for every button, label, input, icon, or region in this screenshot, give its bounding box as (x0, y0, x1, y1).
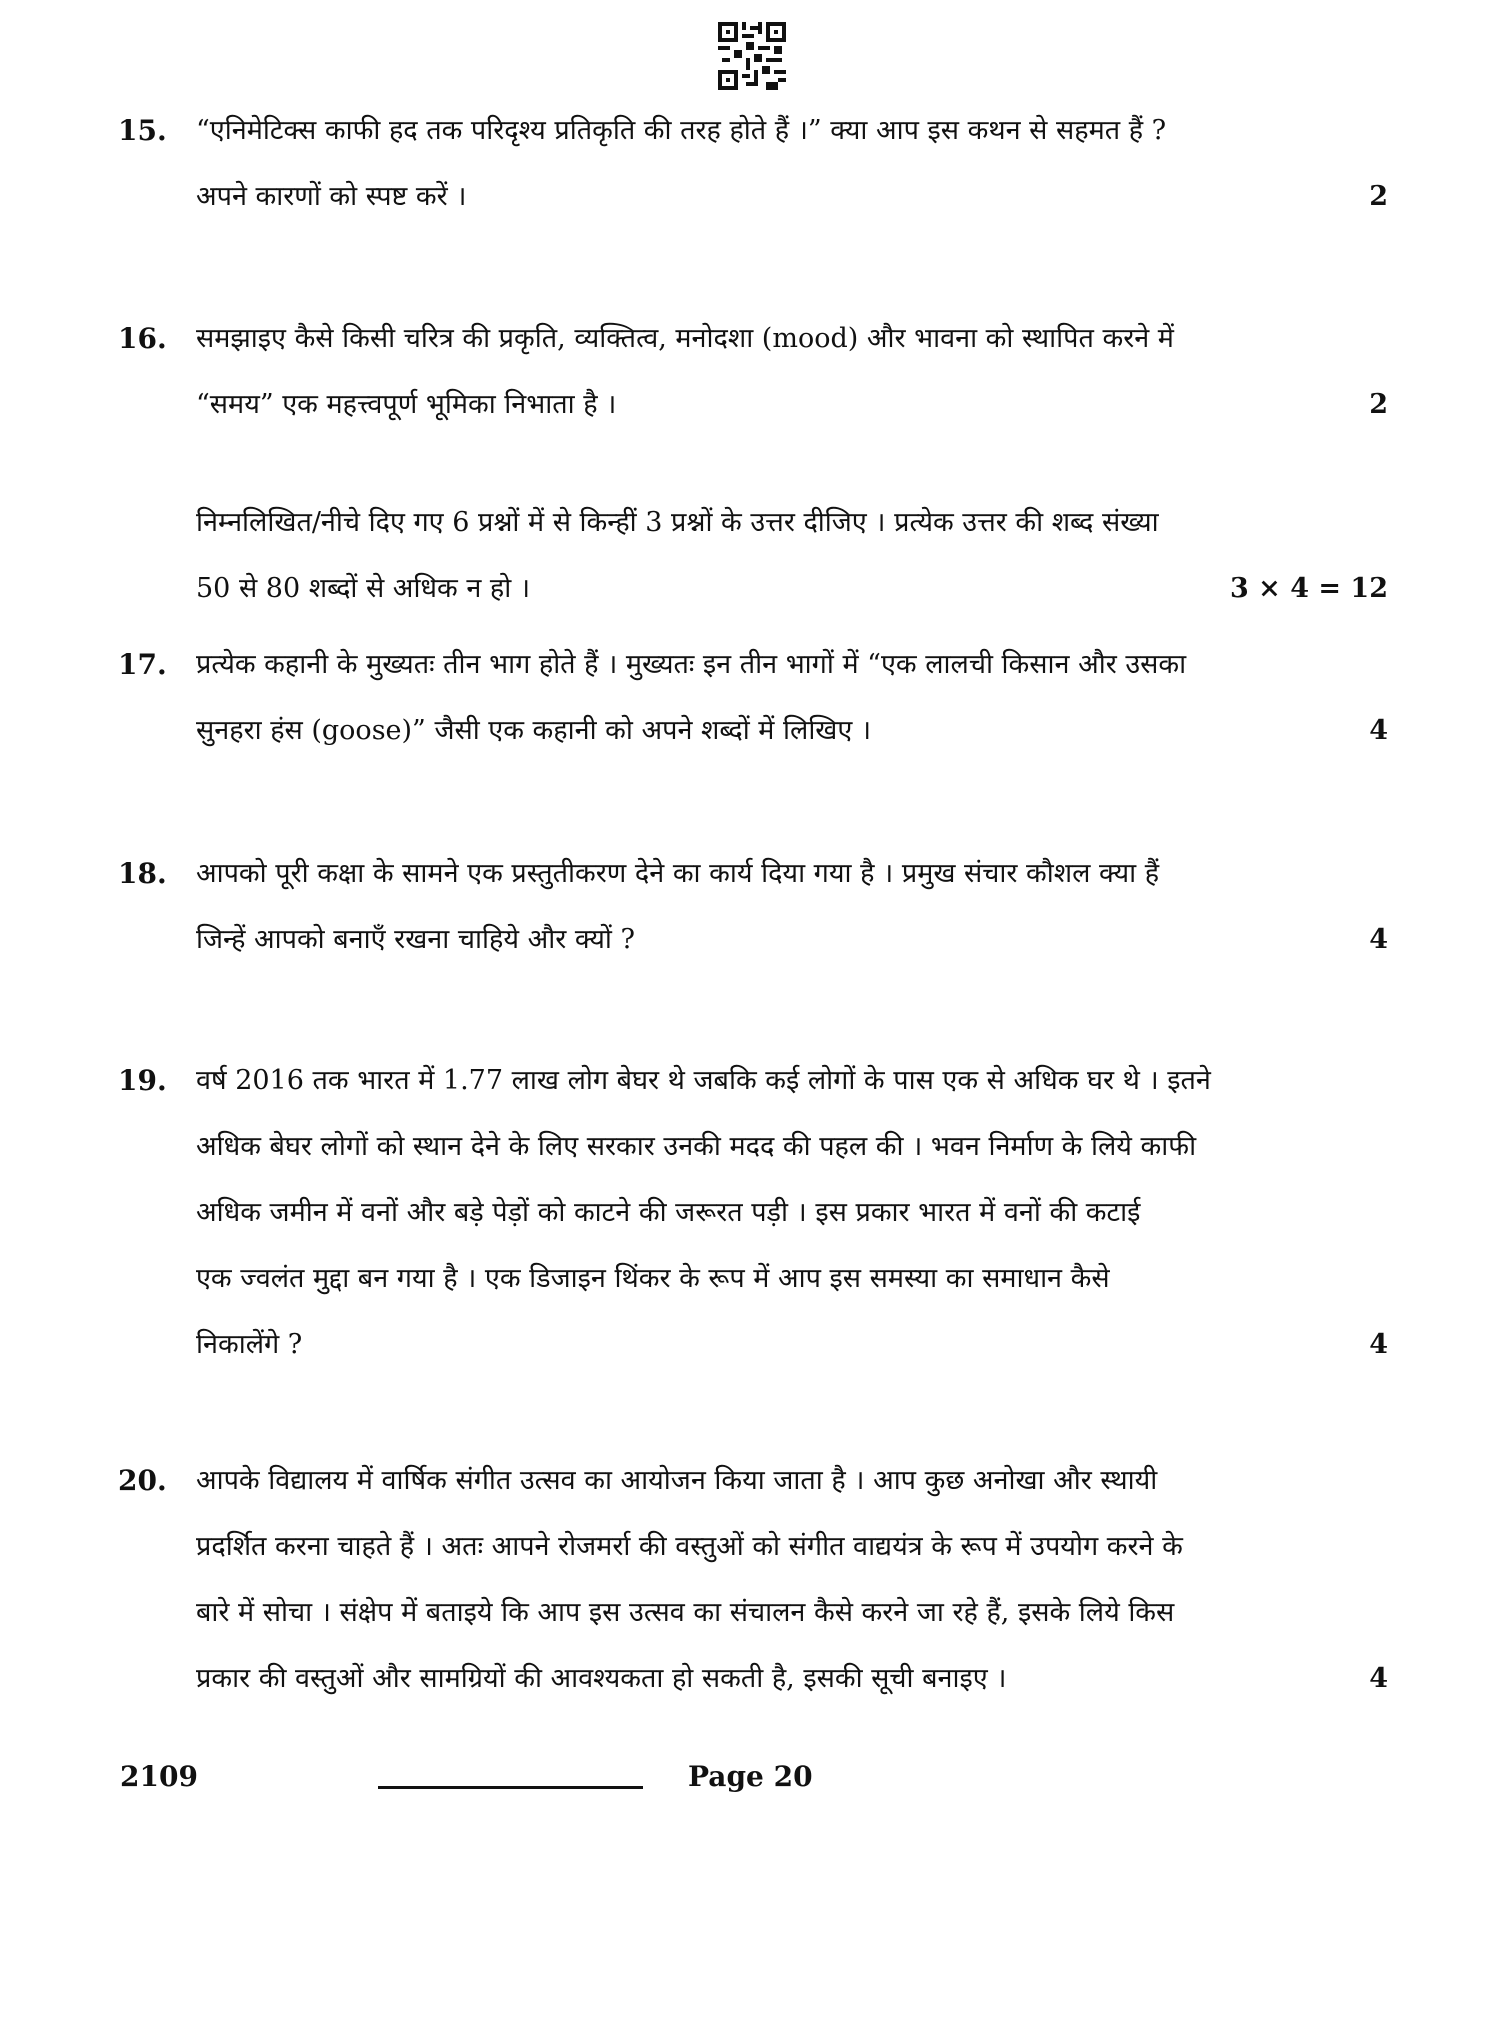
question-17 (118, 632, 1388, 764)
paper-code: 2109 (120, 1760, 198, 1793)
question-text-line: समझाइए कैसे किसी चरित्र की प्रकृति, व्यक्तित्व, मनोदशा (mood) और भावना को स्थापित करने में (196, 323, 1174, 354)
question-marks: 4 (1369, 924, 1388, 955)
question-text-line: “एनिमेटिक्स काफी हद तक परिदृश्य प्रतिकृति की तरह होते हैं ।” क्या आप इस कथन से सहमत हैं ? (196, 115, 1167, 146)
question-marks: 2 (1369, 181, 1388, 212)
question-text-line: अपने कारणों को स्पष्ट करें । (196, 181, 467, 212)
footer-divider (378, 1786, 643, 1789)
question-text-line: एक ज्वलंत मुद्दा बन गया है । एक डिजाइन थिंकर के रूप में आप इस समस्या का समाधान कैसे (196, 1263, 1110, 1294)
instruction-line: 50 से 80 शब्दों से अधिक न हो । (196, 573, 531, 604)
question-text-line: निकालेंगे ? (196, 1329, 303, 1360)
question-text-line: प्रकार की वस्तुओं और सामग्रियों की आवश्यकता हो सकती है, इसकी सूची बनाइए । (196, 1663, 1007, 1694)
question-text-line: जिन्हें आपको बनाएँ रखना चाहिये और क्यों ? (196, 924, 635, 955)
question-19 (118, 1048, 1388, 1378)
question-20 (118, 1448, 1388, 1712)
page-number: Page 20 (688, 1760, 813, 1793)
qr-code-icon (718, 22, 786, 90)
question-marks: 2 (1369, 389, 1388, 420)
question-text-line: आपको पूरी कक्षा के सामने एक प्रस्तुतीकरण देने का कार्य दिया गया है । प्रमुख संचार कौशल क्या हैं (196, 858, 1160, 889)
question-number: 20. (118, 1464, 167, 1497)
instruction-marks: 3 × 4 = 12 (1230, 573, 1388, 604)
question-number: 15. (118, 114, 167, 147)
question-text-line: आपके विद्यालय में वार्षिक संगीत उत्सव का आयोजन किया जाता है । आप कुछ अनोखा और स्थायी (196, 1465, 1158, 1496)
question-text-line: “समय” एक महत्त्वपूर्ण भूमिका निभाता है । (196, 389, 617, 420)
instruction-line: निम्नलिखित/नीचे दिए गए 6 प्रश्नों में से किन्हीं 3 प्रश्नों के उत्तर दीजिए । प्रत्येक उत्तर की शब्द संख्या (196, 507, 1159, 538)
section-instruction (118, 490, 1388, 622)
question-text-line: वर्ष 2016 तक भारत में 1.77 लाख लोग बेघर थे जबकि कई लोगों के पास एक से अधिक घर थे । इतने (196, 1065, 1211, 1096)
question-text-line: अधिक जमीन में वनों और बड़े पेड़ों को काटने की जरूरत पड़ी । इस प्रकार भारत में वनों की कटाई (196, 1197, 1141, 1228)
question-number: 19. (118, 1064, 167, 1097)
question-text-line: सुनहरा हंस (goose)” जैसी एक कहानी को अपने शब्दों में लिखिए । (196, 715, 872, 746)
question-number: 17. (118, 648, 167, 681)
question-text-line: प्रदर्शित करना चाहते हैं । अतः आपने रोजमर्रा की वस्तुओं को संगीत वाद्ययंत्र के रूप में उपयोग करने के (196, 1531, 1183, 1562)
question-number: 16. (118, 322, 167, 355)
question-16 (118, 306, 1388, 438)
question-marks: 4 (1369, 715, 1388, 746)
question-number: 18. (118, 857, 167, 890)
question-marks: 4 (1369, 1663, 1388, 1694)
question-marks: 4 (1369, 1329, 1388, 1360)
question-18 (118, 841, 1388, 973)
question-15 (118, 98, 1388, 230)
question-text-line: अधिक बेघर लोगों को स्थान देने के लिए सरकार उनकी मदद की पहल की । भवन निर्माण के लिये काफी (196, 1131, 1197, 1162)
question-text-line: प्रत्येक कहानी के मुख्यतः तीन भाग होते हैं । मुख्यतः इन तीन भागों में “एक लालची किसान और उसका (196, 649, 1187, 680)
question-text-line: बारे में सोचा । संक्षेप में बताइये कि आप इस उत्सव का संचालन कैसे करने जा रहे हैं, इसके लिये किस (196, 1597, 1175, 1628)
